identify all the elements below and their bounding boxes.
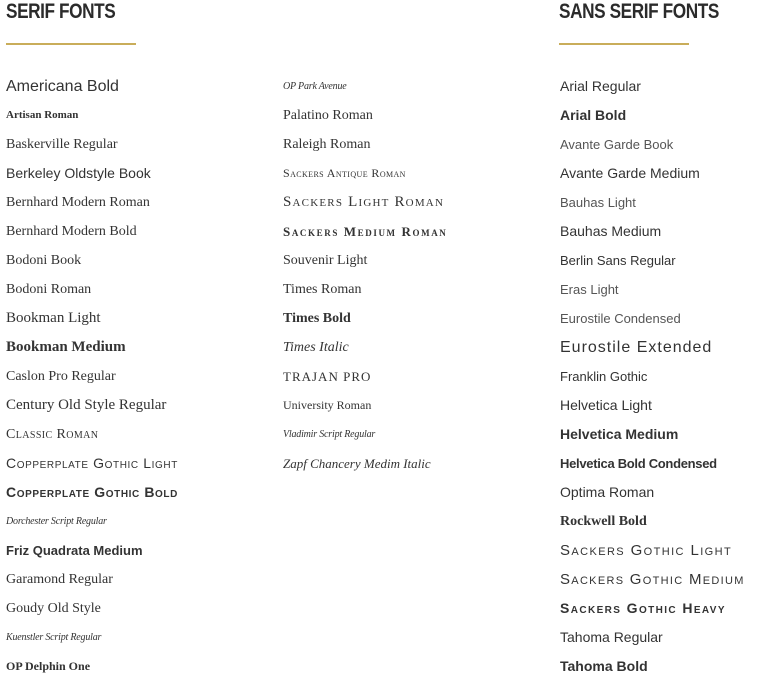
- font-item: Garamond Regular: [6, 572, 113, 587]
- font-item: OP Delphin One: [6, 659, 91, 673]
- serif-font-list-column-2: [283, 72, 447, 478]
- sans-serif-font-list: [560, 72, 745, 681]
- font-item: TRAJAN PRO: [283, 369, 372, 384]
- font-item: Zapf Chancery Medim Italic: [283, 456, 431, 471]
- font-item: Rockwell Bold: [560, 514, 647, 529]
- font-item: Caslon Pro Regular: [6, 369, 116, 384]
- font-item: Sackers Light Roman: [283, 194, 445, 210]
- font-item: Eras Light: [560, 282, 619, 297]
- font-item: Berlin Sans Regular: [560, 253, 676, 268]
- font-item: Bookman Light: [6, 310, 101, 326]
- font-item: Eurostile Condensed: [560, 311, 681, 326]
- font-item: Times Italic: [283, 340, 349, 355]
- font-item: Arial Regular: [560, 78, 641, 94]
- font-item: Vladimir Script Regular: [283, 429, 376, 440]
- font-item: Kuenstler Script Regular: [6, 632, 102, 643]
- font-item: Bernhard Modern Roman: [6, 195, 150, 210]
- font-item: Baskerville Regular: [6, 137, 118, 152]
- serif-heading-underline: [6, 43, 136, 45]
- font-item: Tahoma Bold: [560, 658, 648, 674]
- font-item: Bodoni Book: [6, 253, 82, 268]
- font-item: Raleigh Roman: [283, 137, 371, 152]
- font-item: Optima Roman: [560, 484, 655, 500]
- serif-fonts-heading: SERIF FONTS: [6, 0, 116, 23]
- font-item: Artisan Roman: [6, 109, 79, 121]
- font-item: University Roman: [283, 398, 372, 412]
- font-item: Bauhas Medium: [560, 223, 662, 239]
- font-item: Friz Quadrata Medium: [6, 543, 143, 558]
- font-item: Classic Roman: [6, 427, 99, 442]
- font-item: Eurostile Extended: [560, 339, 713, 356]
- font-item: Copperplate Gothic Bold: [6, 484, 178, 500]
- font-item: Bookman Medium: [6, 339, 126, 355]
- font-item: Helvetica Bold Condensed: [560, 456, 717, 471]
- font-item: Berkeley Oldstyle Book: [6, 165, 151, 181]
- font-item: Sackers Gothic Light: [560, 542, 733, 559]
- font-item: Arial Bold: [560, 107, 627, 123]
- font-item: Franklin Gothic: [560, 369, 648, 384]
- font-item: Palatino Roman: [283, 108, 373, 123]
- sans-serif-fonts-heading: SANS SERIF FONTS: [559, 0, 719, 23]
- sans-serif-heading-underline: [559, 43, 689, 45]
- font-item: Times Bold: [283, 311, 351, 326]
- font-item: Tahoma Regular: [560, 629, 663, 645]
- font-item: Times Roman: [283, 282, 362, 297]
- font-item: Helvetica Medium: [560, 426, 679, 442]
- font-item: Dorchester Script Regular: [6, 516, 107, 527]
- font-item: Copperplate Gothic Light: [6, 455, 178, 471]
- font-item: Sackers Medium Roman: [283, 224, 448, 239]
- font-item: Bernhard Modern Bold: [6, 224, 137, 239]
- font-item: Sackers Gothic Medium: [560, 571, 745, 588]
- font-item: Bauhas Light: [560, 195, 636, 210]
- serif-font-list-column-1: [6, 72, 178, 681]
- font-item: OP Park Avenue: [283, 81, 347, 92]
- font-item: Goudy Old Style: [6, 601, 101, 616]
- font-item: Bodoni Roman: [6, 282, 92, 297]
- font-item: Souvenir Light: [283, 253, 368, 268]
- font-item: Avante Garde Book: [560, 137, 674, 152]
- font-item: Avante Garde Medium: [560, 165, 700, 181]
- font-item: Americana Bold: [6, 78, 119, 95]
- font-item: Century Old Style Regular: [6, 397, 167, 413]
- font-item: Sackers Gothic Heavy: [560, 600, 726, 616]
- font-item: Helvetica Light: [560, 397, 652, 413]
- font-item: Sackers Antique Roman: [283, 166, 406, 180]
